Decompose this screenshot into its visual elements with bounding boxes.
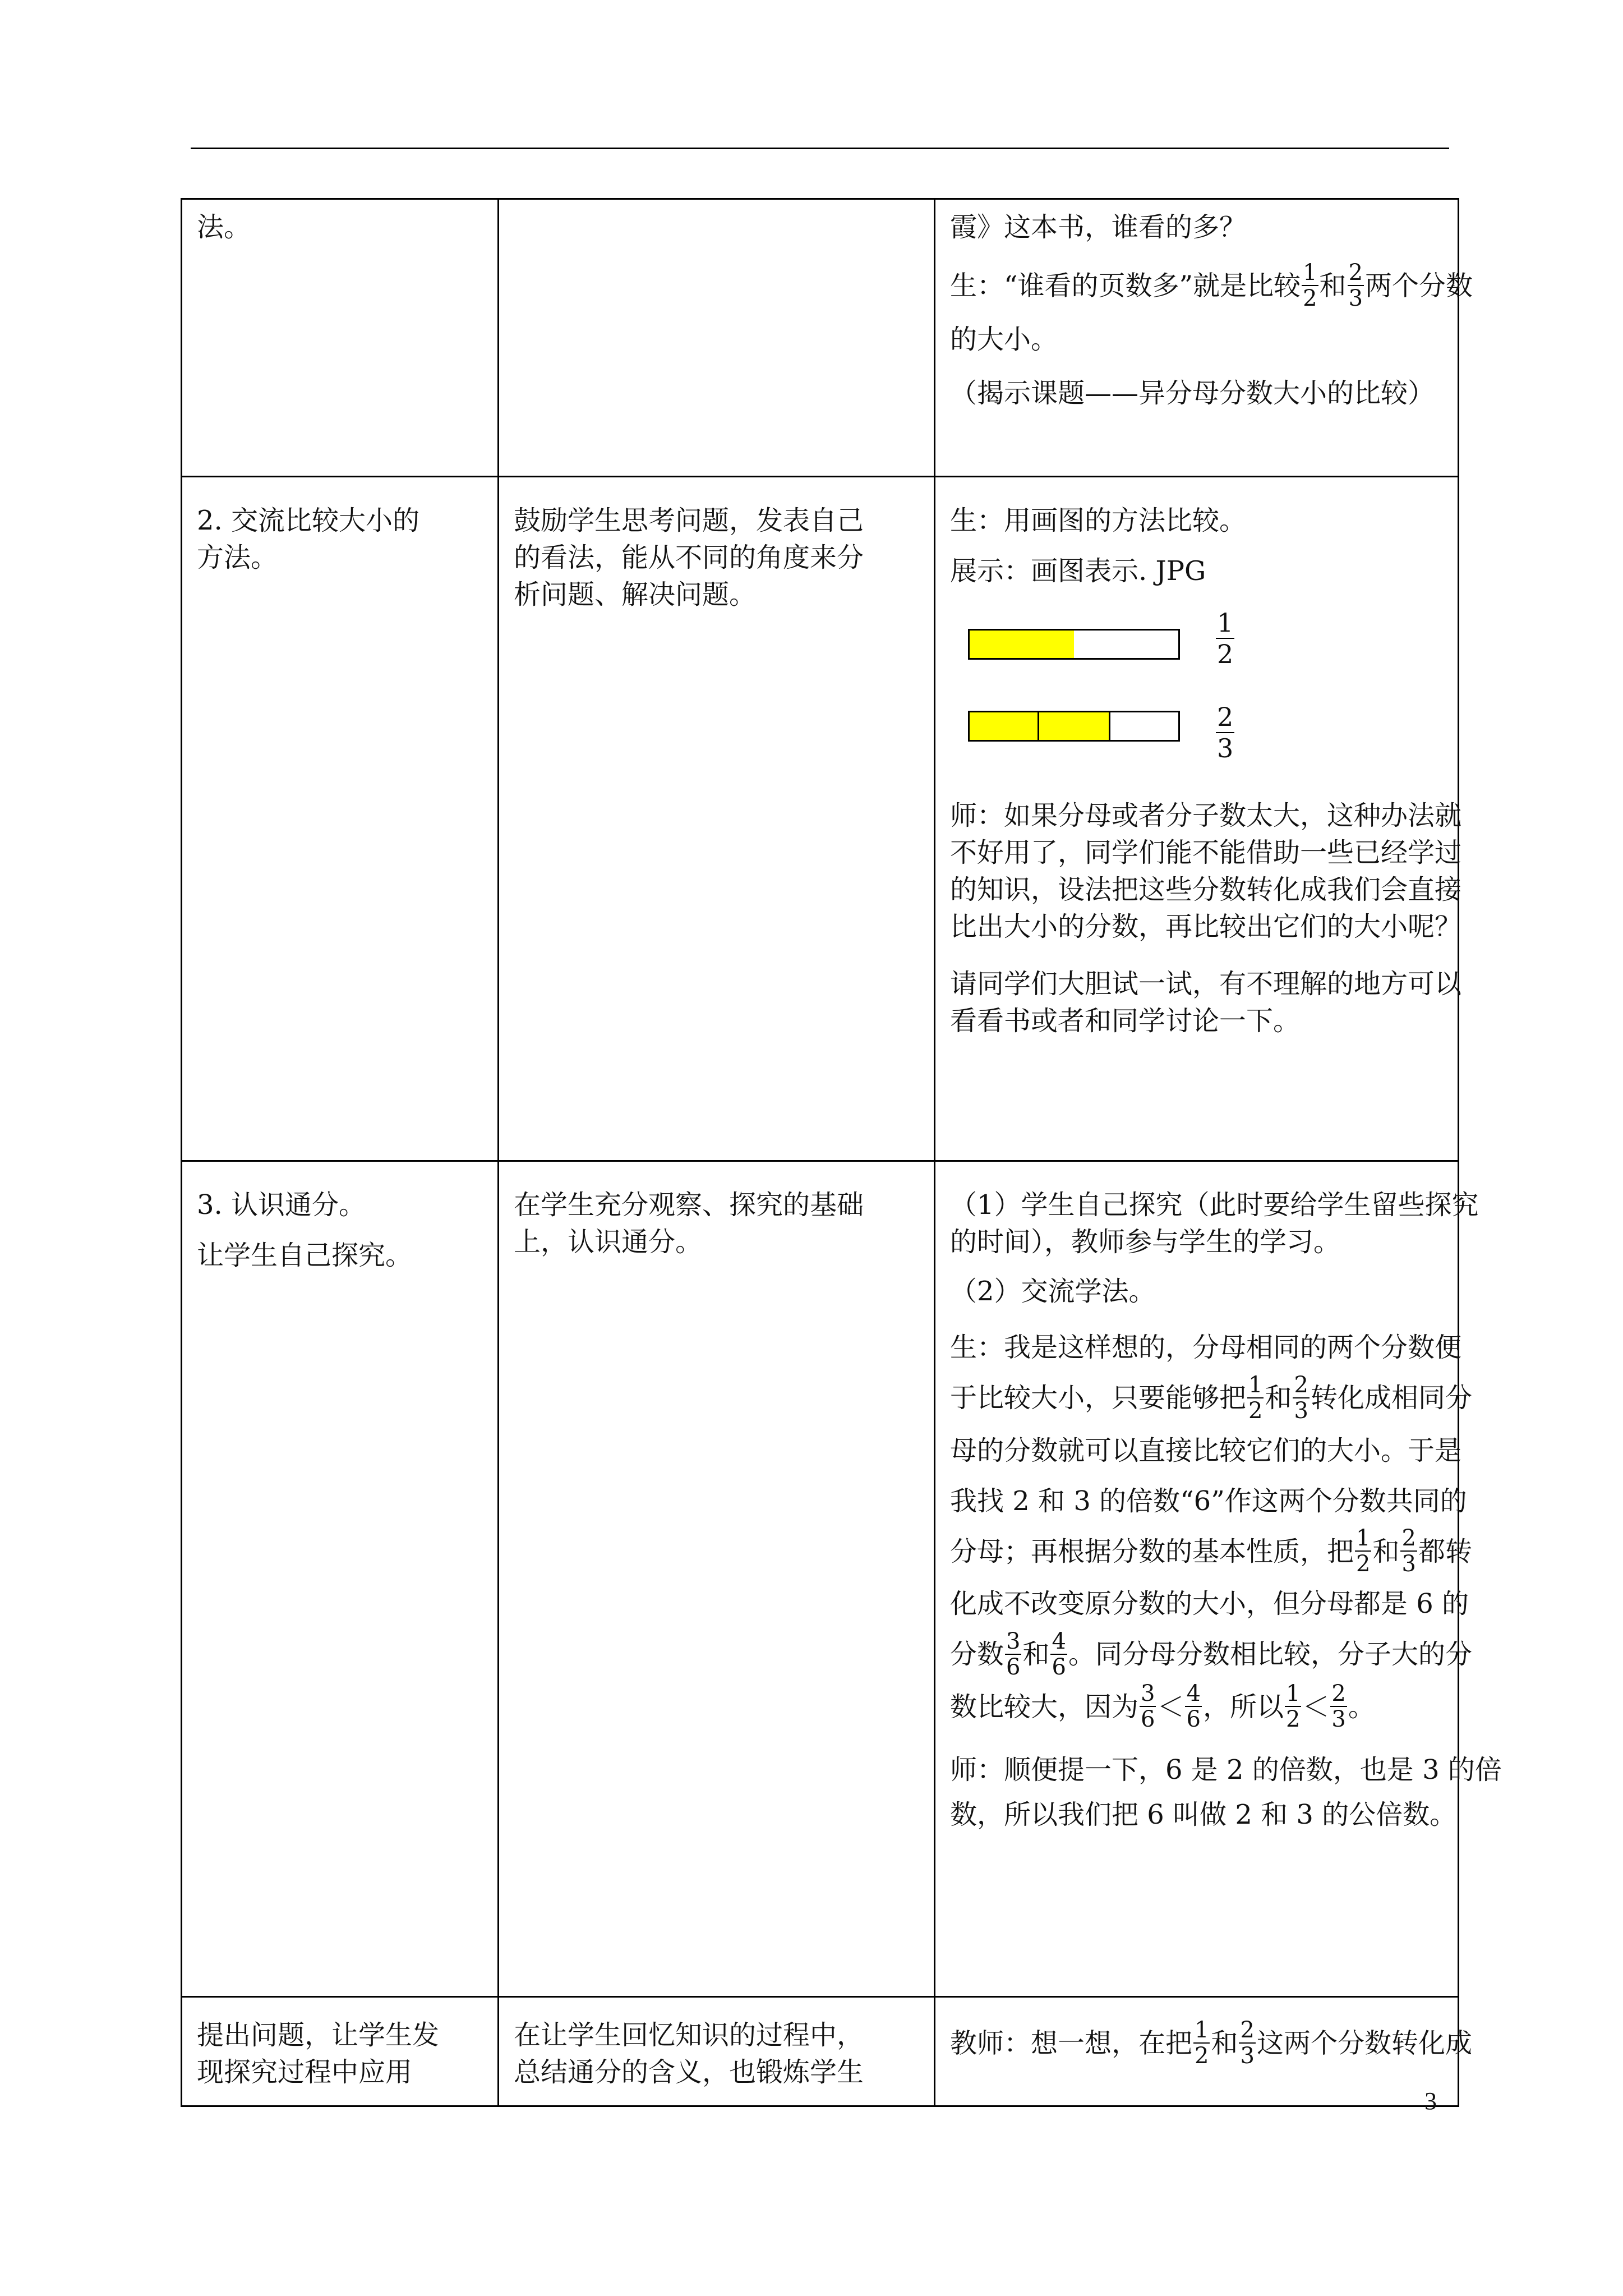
fraction-numerator: 1 (1285, 1681, 1301, 1706)
fraction-numerator: 2 (1348, 260, 1363, 286)
student-line (950, 260, 1473, 313)
cell-text: 化成不改变原分数的大小，但分母都是 6 的 (950, 1588, 1469, 1619)
fraction-denominator: 2 (1303, 286, 1317, 311)
text-span: 分母；再根据分数的基本性质，把 (950, 1535, 1354, 1567)
fraction-numerator: 1 (1217, 608, 1234, 638)
text-span: 数比较大，因为 (950, 1691, 1139, 1723)
text-span: 生：“谁看的页数多”就是比较 (950, 270, 1301, 302)
teacher-line (950, 2017, 1472, 2070)
fraction-numerator: 2 (1294, 1372, 1308, 1398)
teacher-line: 师：如果分母或者分子数太大，这种办法就 (950, 800, 1462, 831)
teacher-line: 不好用了，同学们能不能借助一些已经学过 (950, 837, 1462, 868)
fraction-numerator: 3 (1141, 1681, 1155, 1706)
less-than-sign: ＜ (1157, 1691, 1184, 1723)
cell-text: 提出问题，让学生发 (197, 2019, 440, 2051)
fraction-numerator: 1 (1356, 1525, 1371, 1551)
less-than-sign: ＜ (1302, 1691, 1330, 1723)
cell-text: 总结通分的含义，也锻炼学生 (514, 2056, 864, 2088)
cell-stage (182, 1997, 499, 2106)
fraction-numerator: 3 (1006, 1628, 1021, 1654)
cell-text: 看看书或者和同学讨论一下。 (950, 1005, 1301, 1037)
fraction-bar-diagram (950, 595, 1443, 780)
cell-text: （2）交流学法。 (950, 1276, 1156, 1307)
teacher-line: 师：顺便提一下，6 是 2 的倍数，也是 3 的倍 (950, 1754, 1502, 1786)
cell-text: 现探究过程中应用 (197, 2056, 413, 2088)
teacher-line: 的知识，设法把这些分数转化成我们会直接 (950, 874, 1462, 905)
lesson-topic: （揭示课题——异分母分数大小的比较） (950, 378, 1435, 409)
text-span: 于比较大小，只要能够把 (950, 1382, 1247, 1414)
fraction-numerator: 2 (1331, 1681, 1346, 1706)
cell-text: 方法。 (197, 542, 278, 573)
fraction-numerator: 2 (1217, 702, 1234, 732)
cell-text: 析问题、解决问题。 (514, 579, 757, 610)
fraction (1302, 260, 1318, 311)
fraction-denominator: 6 (1186, 1706, 1201, 1732)
bar-filled-part (1039, 712, 1109, 740)
fraction-denominator: 3 (1348, 286, 1363, 311)
fraction-denominator: 3 (1294, 1397, 1308, 1424)
fraction-denominator: 3 (1217, 733, 1234, 763)
cell-text: （1）学生自己探究（此时要给学生留些探究 (950, 1189, 1479, 1221)
cell-text: 在让学生回忆知识的过程中， (514, 2019, 864, 2051)
bar-empty-part (1074, 631, 1178, 658)
bar-empty-part (1109, 712, 1178, 740)
cell-text: 我找 2 和 3 的倍数“6”作这两个分数共同的 (950, 1485, 1467, 1517)
text-span: ，所以 (1202, 1691, 1284, 1723)
cell-text: 3. 认识通分。 (197, 1189, 366, 1221)
cell-text: 鼓励学生思考问题，发表自己 (514, 505, 864, 536)
bar-filled-part (970, 631, 1074, 658)
cell-text: 2. 交流比较大小的 (197, 505, 420, 536)
fraction (1193, 2018, 1210, 2068)
bar-label (1215, 702, 1235, 763)
cell-intent (499, 477, 935, 1161)
fraction-denominator: 6 (1141, 1706, 1155, 1732)
cell-text: 的时间），教师参与学生的学习。 (950, 1226, 1341, 1258)
cell-text: 上，认识通分。 (514, 1226, 703, 1258)
bar-half (968, 629, 1180, 660)
cell-text: 展示：画图表示. JPG (950, 555, 1206, 587)
fraction-denominator: 3 (1240, 2043, 1255, 2069)
fraction (1400, 1526, 1417, 1576)
cell-text: 母的分数就可以直接比较它们的大小。于是 (950, 1434, 1462, 1466)
fraction-numerator: 1 (1248, 1372, 1263, 1398)
cell-stage (182, 477, 499, 1161)
text-span: 这两个分数转化成 (1256, 2027, 1472, 2059)
cell-text: 的看法，能从不同的角度来分 (514, 542, 864, 573)
student-line (950, 1525, 1472, 1579)
fraction-numerator: 2 (1240, 2017, 1255, 2043)
fraction (1005, 1629, 1021, 1680)
fraction-denominator: 2 (1285, 1706, 1301, 1732)
fraction-denominator: 2 (1356, 1551, 1371, 1577)
table-row (182, 477, 1459, 1161)
fraction (1247, 1373, 1264, 1423)
cell-activity (935, 477, 1462, 1161)
cell-activity (935, 1997, 1472, 2106)
fraction (1330, 1681, 1347, 1732)
fraction-denominator: 2 (1217, 639, 1234, 669)
fraction-denominator: 3 (1331, 1706, 1346, 1732)
student-line (950, 1372, 1472, 1425)
fraction-numerator: 4 (1052, 1628, 1066, 1654)
cell-intent (499, 199, 935, 477)
text-span: 和 (1319, 270, 1347, 302)
cell-text: 在学生充分观察、探究的基础 (514, 1189, 864, 1221)
table-row (182, 199, 1459, 477)
cell-stage (182, 1161, 499, 1997)
fraction-numerator: 1 (1195, 2017, 1209, 2043)
fraction (1140, 1681, 1156, 1732)
text-span: 和 (1372, 1535, 1400, 1567)
student-line (950, 1628, 1472, 1682)
student-line (950, 1682, 1443, 1734)
text-span: 转化成相同分 (1310, 1382, 1472, 1414)
teacher-line: 数，所以我们把 6 叫做 2 和 3 的公倍数。 (950, 1799, 1457, 1830)
fraction (1239, 2018, 1255, 2068)
text-span: 分数 (950, 1639, 1004, 1670)
text-span: 教师：想一想，在把 (950, 2027, 1193, 2059)
text-span: 。同分母分数相比较，分子大的分 (1068, 1639, 1472, 1670)
fraction (1355, 1526, 1371, 1576)
fraction-numerator: 4 (1186, 1681, 1201, 1706)
cell-text: 请同学们大胆试一试，有不理解的地方可以 (950, 968, 1462, 1000)
fraction-denominator: 6 (1006, 1654, 1021, 1680)
bar-two-thirds (968, 711, 1180, 742)
bar-label (1215, 608, 1235, 669)
fraction (1348, 260, 1364, 311)
fraction-numerator: 2 (1401, 1525, 1416, 1551)
cell-text: 生：用画图的方法比较。 (950, 505, 1247, 536)
cell-text: 霞》这本书，谁看的多？ (950, 211, 1247, 243)
fraction-denominator: 3 (1401, 1551, 1416, 1577)
table-row (182, 1997, 1459, 2106)
text-span: 都转 (1418, 1535, 1472, 1567)
page-number: 3 (1424, 2087, 1437, 2115)
text-span: 和 (1211, 2027, 1238, 2059)
fraction (1293, 1373, 1309, 1423)
fraction-numerator: 1 (1303, 260, 1317, 286)
fraction (1050, 1629, 1067, 1680)
fraction (1216, 702, 1234, 763)
text-span: 和 (1265, 1382, 1292, 1414)
fraction-denominator: 2 (1195, 2043, 1209, 2069)
lesson-plan-table (181, 198, 1502, 2107)
cell-text: 法。 (197, 211, 251, 243)
teacher-line: 比出大小的分数，再比较出它们的大小呢？ (950, 911, 1462, 942)
fraction-denominator: 6 (1052, 1654, 1066, 1680)
text-span: 。 (1348, 1691, 1375, 1723)
cell-intent (499, 1161, 935, 1997)
bar-filled-part (970, 712, 1039, 740)
text-span: 两个分数 (1365, 270, 1473, 302)
cell-stage (182, 199, 499, 477)
fraction (1285, 1681, 1301, 1732)
header-rule (191, 148, 1449, 149)
text-span: 和 (1022, 1639, 1050, 1670)
fraction (1216, 608, 1234, 669)
cell-intent (499, 1997, 935, 2106)
fraction-denominator: 2 (1248, 1397, 1263, 1424)
cell-activity (935, 1161, 1502, 1997)
table-row (182, 1161, 1459, 1997)
cell-text: 的大小。 (950, 324, 1058, 355)
cell-activity (935, 199, 1473, 477)
fraction (1185, 1681, 1201, 1732)
cell-text: 生：我是这样想的，分母相同的两个分数便 (950, 1332, 1462, 1363)
cell-text: 让学生自己探究。 (197, 1240, 413, 1271)
